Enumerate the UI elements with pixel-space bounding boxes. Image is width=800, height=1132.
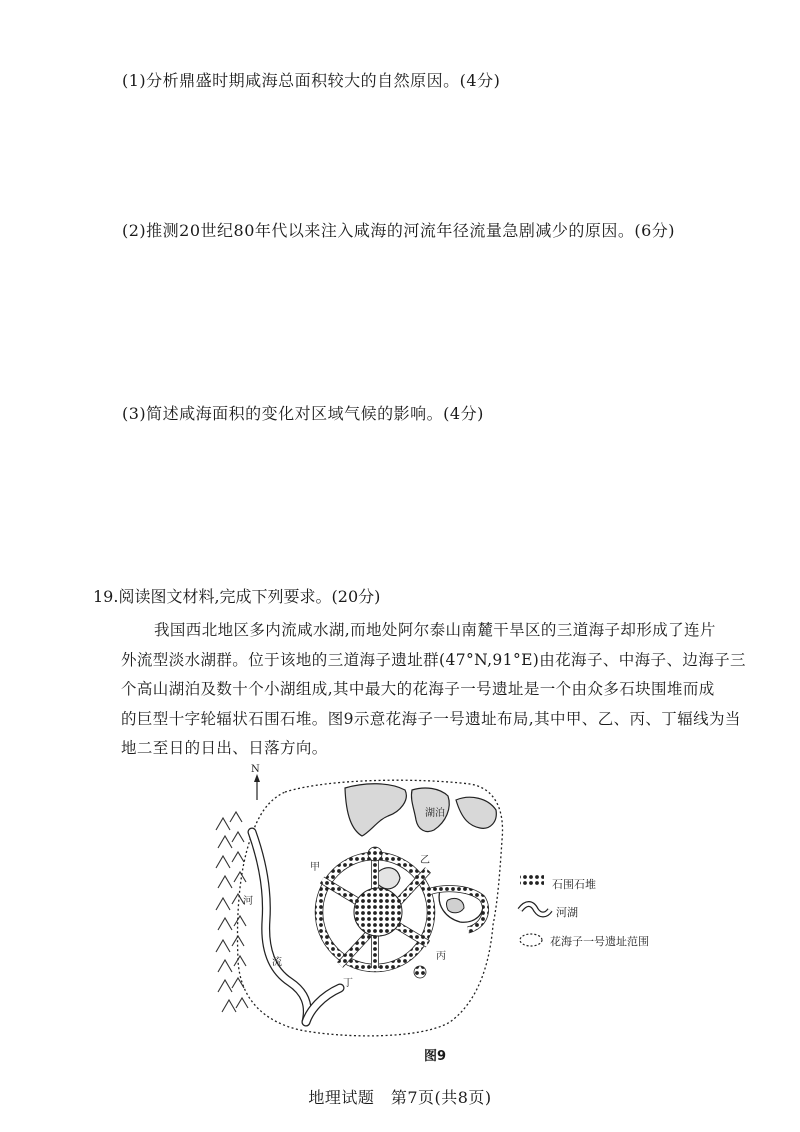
lake-label: 湖泊 (425, 808, 445, 819)
material-line: 的巨型十字轮辐状石围石堆。图9示意花海子一号遗址布局,其中甲、乙、丙、丁辐线为当 (121, 709, 741, 728)
lake-shape (456, 797, 496, 828)
label-bing: 丙 (436, 951, 446, 962)
legend-site-range-icon (520, 934, 542, 946)
material-line: 外流型淡水湖群。位于该地的三道海子遗址群(47°N,91°E)由花海子、中海子、边海子三 (121, 650, 746, 669)
question-19-material (121, 616, 761, 764)
figure-9-map (0, 760, 800, 1050)
north-label: N (251, 764, 260, 775)
mountain-symbols-icon (216, 812, 248, 1012)
question-19-heading: 19.阅读图文材料,完成下列要求。(20分) (93, 587, 381, 606)
figure-caption: 图9 (424, 1049, 447, 1064)
central-stone-pile (354, 888, 402, 936)
legend-stone-icon (520, 875, 544, 887)
question-2: (2)推测20世纪80年代以来注入咸海的河流年径流量急剧减少的原因。(6分) (122, 221, 676, 240)
north-arrow-icon (254, 774, 260, 800)
legend-river-lake-icon (520, 904, 550, 915)
material-line: 个高山湖泊及数十个小湖组成,其中最大的花海子一号遗址是一个由众多石块围堆而成 (121, 680, 715, 698)
legend-site-range-label: 花海子一号遗址范围 (550, 935, 649, 948)
label-jia: 甲 (310, 862, 320, 873)
question-1: (1)分析鼎盛时期咸海总面积较大的自然原因。(4分) (122, 71, 501, 90)
legend-river-lake-label: 河湖 (556, 906, 578, 919)
label-yi: 乙 (420, 855, 430, 866)
material-line: 地二至日的日出、日落方向。 (121, 739, 328, 757)
question-3: (3)简述咸海面积的变化对区域气候的影响。(4分) (122, 404, 484, 423)
page-footer: 地理试题 第7页(共8页) (308, 1088, 492, 1107)
river-label-liu: 流 (272, 957, 282, 968)
legend-stone-label: 石围石堆 (552, 878, 596, 891)
lake-shape (345, 784, 406, 836)
material-line: 我国西北地区多内流咸水湖,而地处阿尔泰山南麓干旱区的三道海子却形成了连片 (154, 621, 716, 639)
river-label-he: 河 (243, 896, 253, 907)
lake-shape (447, 898, 465, 912)
label-ding: 丁 (343, 978, 353, 989)
